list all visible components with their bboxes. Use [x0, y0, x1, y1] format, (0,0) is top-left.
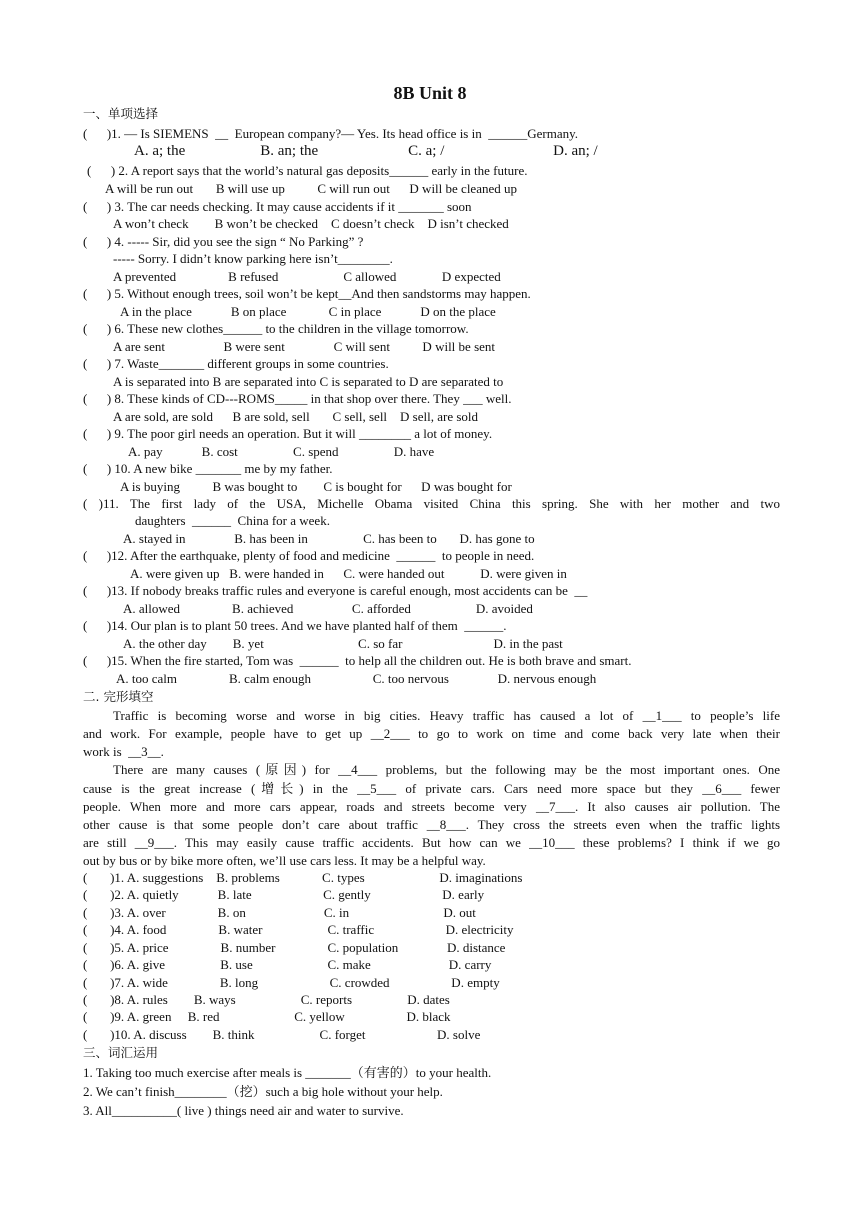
passage-line: other cause is that some people don’t care about traffic __8___. They cross the streets even when the traffic lights — [83, 817, 780, 832]
options-line: A is separated into B are separated into C is separated to D are separated to — [113, 374, 504, 389]
vocab-question: 3. All__________( live ) things need air and water to survive. — [83, 1103, 404, 1118]
cloze-option-row: ( )6. A. give B. use C. make D. carry — [83, 957, 492, 972]
options-line: A. were given up B. were handed in C. were handed out D. were given in — [130, 566, 567, 581]
question-line: ( )13. If nobody breaks traffic rules and everyone is careful enough, most accidents can be __ — [83, 583, 588, 598]
passage-line: people. When more and more cars appear, roads and streets become very __7___. It also causes air pollution. The — [83, 799, 780, 814]
question-line: ( ) 7. Waste_______ different groups in some countries. — [83, 356, 389, 371]
options-line: A is buying B was bought to C is bought for D was bought for — [120, 479, 512, 494]
options-line: A. pay B. cost C. spend D. have — [128, 444, 435, 459]
question-line: ( ) 5. Without enough trees, soil won’t be kept__And then sandstorms may happen. — [83, 286, 531, 301]
options-line: A. too calm B. calm enough C. too nervous D. nervous enough — [116, 671, 597, 686]
cloze-option-row: ( )8. A. rules B. ways C. reports D. dates — [83, 992, 450, 1007]
question-line: ----- Sorry. I didn’t know parking here isn’t________. — [113, 251, 393, 266]
vocab-question: 2. We can’t finish________（挖）such a big hole without your help. — [83, 1084, 443, 1099]
passage-line: Traffic is becoming worse and worse in big cities. Heavy traffic has caused a lot of __1___ to people’s life — [113, 708, 780, 723]
question-line: ( )12. After the earthquake, plenty of food and medicine ______ to people in need. — [83, 548, 535, 563]
options-line: A. allowed B. achieved C. afforded D. avoided — [123, 601, 533, 616]
question-line: ( )1. — Is SIEMENS __ European company?— Yes. Its head office is in ______Germany. — [83, 126, 579, 141]
question-line: ( )15. When the fire started, Tom was ______ to help all the children out. He is both brave and smart. — [83, 653, 632, 668]
cloze-option-row: ( )10. A. discuss B. think C. forget D. solve — [83, 1027, 481, 1042]
options-line: A in the place B on place C in place D on the place — [120, 304, 496, 319]
section3-heading: 三、词汇运用 — [83, 1045, 159, 1060]
cloze-option-row: ( )4. A. food B. water C. traffic D. electricity — [83, 922, 514, 937]
question-line: ( ) 9. The poor girl needs an operation. But it will ________ a lot of money. — [83, 426, 493, 441]
cloze-option-row: ( )5. A. price B. number C. population D. distance — [83, 940, 506, 955]
question-line: ( ) 6. These new clothes______ to the children in the village tomorrow. — [83, 321, 469, 336]
options-line: A. a; the B. an; the C. a; / D. an; / — [134, 143, 598, 159]
passage-line: There are many causes (原因) for __4___ problems, but the following may be the most important ones. One — [113, 762, 780, 777]
options-line: A are sent B were sent C will sent D will be sent — [113, 339, 496, 354]
options-line: A will be run out B will use up C will run out D will be cleaned up — [105, 181, 517, 196]
cloze-option-row: ( )9. A. green B. red C. yellow D. black — [83, 1009, 451, 1024]
question-line: ( ) 8. These kinds of CD---ROMS_____ in that shop over there. They ___ well. — [83, 391, 512, 406]
passage-line: out by bus or by bike more often, we’ll use cars less. It may be a helpful way. — [83, 853, 486, 868]
page-title: 8B Unit 8 — [393, 83, 467, 103]
options-line: A. stayed in B. has been in C. has been to D. has gone to — [123, 531, 535, 546]
question-line: ( ) 3. The car needs checking. It may cause accidents if it _______ soon — [83, 199, 472, 214]
options-line: A are sold, are sold B are sold, sell C sell, sell D sell, are sold — [113, 409, 479, 424]
question-line: ( ) 4. ----- Sir, did you see the sign “ No Parking” ? — [83, 234, 364, 249]
question-line: daughters ______ China for a week. — [135, 513, 330, 528]
options-line: A won’t check B won’t be checked C doesn’t check D isn’t checked — [113, 216, 509, 231]
passage-line: and work. For example, people have to get up __2___ to go to work on time and come back very late when their — [83, 726, 780, 741]
vocab-question: 1. Taking too much exercise after meals is _______（有害的）to your health. — [83, 1065, 492, 1080]
options-line: A. the other day B. yet C. so far D. in the past — [123, 636, 563, 651]
passage-line: are still __9___. This may easily cause traffic accidents. But how can we __10___ these problems? I think if we go — [83, 835, 780, 850]
question-line: ( ) 2. A report says that the world’s natural gas deposits______ early in the future. — [87, 163, 528, 178]
question-line: ( )11. The first lady of the USA, Michelle Obama visited China this spring. She with her mother and two — [83, 496, 780, 511]
passage-line: cause is the great increase (增长) in the __5___ of private cars. Cars need more space but they __6___ fewer — [83, 781, 780, 796]
cloze-option-row: ( )3. A. over B. on C. in D. out — [83, 905, 476, 920]
question-line: ( )14. Our plan is to plant 50 trees. And we have planted half of them ______. — [83, 618, 507, 633]
cloze-option-row: ( )7. A. wide B. long C. crowded D. empty — [83, 975, 500, 990]
question-line: ( ) 10. A new bike _______ me by my father. — [83, 461, 333, 476]
section2-heading: 二. 完形填空 — [83, 689, 154, 704]
section1-heading: 一、单项选择 — [83, 106, 159, 121]
cloze-option-row: ( )2. A. quietly B. late C. gently D. early — [83, 887, 485, 902]
options-line: A prevented B refused C allowed D expected — [113, 269, 501, 284]
cloze-option-row: ( )1. A. suggestions B. problems C. types D. imaginations — [83, 870, 523, 885]
passage-line: work is __3__. — [83, 744, 164, 759]
